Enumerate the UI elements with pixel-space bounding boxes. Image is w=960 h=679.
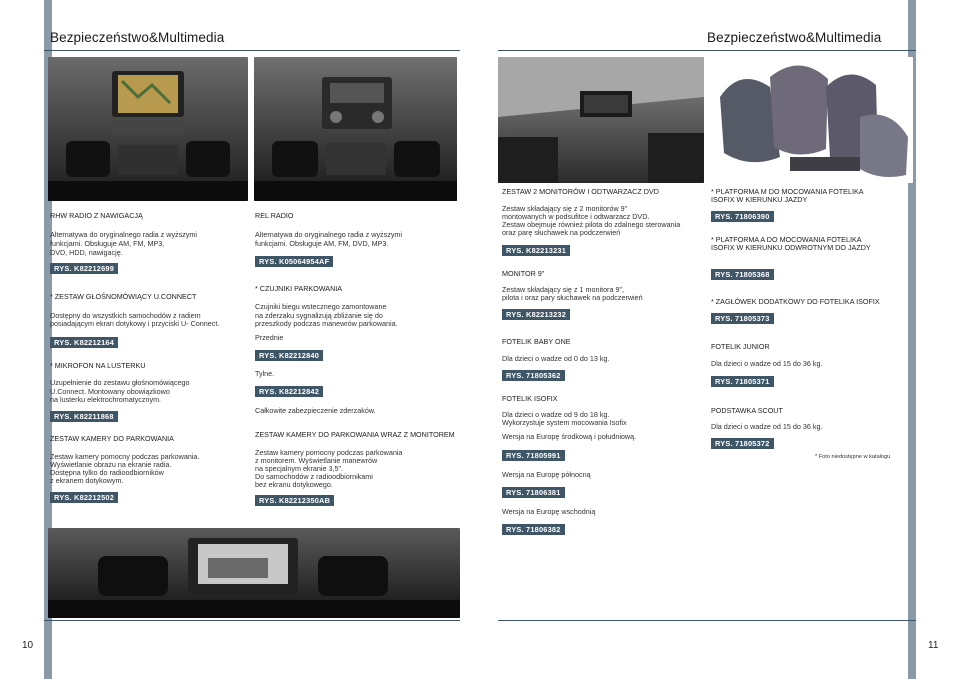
version-south-label: Wersja na Europę środkową i południową. [502, 432, 637, 441]
baby-seat-title: FOTELIK BABY ONE [502, 337, 571, 346]
platform-m-title-line: * PLATFORMA M DO MOCOWANIA FOTELIKA [711, 187, 864, 196]
photo-unavailable-footnote: * Foto niedostępne w katalogu [815, 454, 891, 460]
dvd-kit-desc-line: Zestaw obejmuje również pilota do zdalnego sterowania [502, 220, 681, 229]
version-east-label: Wersja na Europę wschodnią [502, 507, 596, 516]
rel-radio-desc-line: Alternatywa do oryginalnego radia z wyższymi [255, 230, 403, 239]
rhw-radio-photo [48, 57, 248, 201]
version-north-label: Wersja na Europę północną [502, 470, 591, 479]
monitor-title: MONITOR 9" [502, 269, 545, 278]
mirror-mic-desc-line: na lusterku elektrochromatycznym. [50, 395, 162, 404]
scout-booster-code-badge: RYS. 71805372 [711, 438, 774, 449]
rel-radio-code-badge: RYS. K05064954AF [255, 256, 333, 267]
dvd-monitor-photo [498, 57, 704, 183]
junior-seat-title: FOTELIK JUNIOR [711, 342, 770, 351]
version-south-code-badge: RYS. 71805991 [502, 450, 565, 461]
baby-seat-code-badge: RYS. 71805362 [502, 370, 565, 381]
speaker-kit-desc-line: Dostępny do wszystkich samochodów z radiem [50, 311, 201, 320]
isofix-seat-desc-line: Dla dzieci o wadze od 9 do 18 kg. [502, 410, 610, 419]
rhw-radio-code-badge: RYS. K82212699 [50, 263, 118, 274]
parking-camera-title: ZESTAW KAMERY DO PARKOWANIA [50, 434, 174, 443]
left-footer-rule [44, 620, 460, 621]
speaker-kit-code-badge: RYS. K82212164 [50, 337, 118, 348]
rhw-radio-desc-line: DVD, HDD, nawigację. [50, 248, 123, 257]
version-north-code-badge: RYS. 71806381 [502, 487, 565, 498]
parking-camera-code-badge: RYS. K82212502 [50, 492, 118, 503]
parking-camera-desc-line: Zestaw kamery pomocny podczas parkowania. [50, 452, 200, 461]
monitor-desc-line: Zestaw składający się z 1 monitora 9", [502, 285, 624, 294]
platform-a-code-badge: RYS. 71805368 [711, 269, 774, 280]
front-sensors-label: Przednie [255, 333, 284, 342]
rel-radio-desc-line: funkcjami. Obsługuje AM, FM, DVD, MP3. [255, 239, 389, 248]
camera-monitor-desc-line: Do samochodów z radioodbiornikami [255, 472, 373, 481]
junior-seat-desc: Dla dzieci o wadze od 15 do 36 kg. [711, 359, 823, 368]
rear-sensors-code-badge: RYS. K82212842 [255, 386, 323, 397]
parking-sensors-title: * CZUJNIKI PARKOWANIA [255, 284, 343, 293]
front-sensors-code-badge: RYS. K82212840 [255, 350, 323, 361]
right-header-title: Bezpieczeństwo&Multimedia [707, 30, 882, 45]
camera-monitor-desc-line: Zestaw kamery pomocny podczas parkowania [255, 448, 403, 457]
parking-sensors-desc-line: Czujniki biegu wstecznego zamontowane [255, 302, 387, 311]
speaker-kit-title: * ZESTAW GŁOŚNOMÓWIĄCY U.CONNECT [50, 292, 197, 301]
left-header-rule [44, 50, 460, 51]
dvd-kit-code-badge: RYS. K82213231 [502, 245, 570, 256]
rear-sensors-label: Tylne. [255, 369, 275, 378]
full-protection-note: Całkowite zabezpieczenie zderzaków. [255, 406, 376, 415]
platform-m-title-line: ISOFIX W KIERUNKU JAZDY [711, 195, 808, 204]
speaker-kit-desc-line: posiadającym ekran dotykowy i przyciski U- Connect. [50, 319, 220, 328]
rel-radio-title: REL RADIO [255, 211, 294, 220]
parking-sensors-desc-line: na zderzaku sygnalizują zbliżanie się do [255, 311, 383, 320]
isofix-seat-title: FOTELIK ISOFIX [502, 394, 558, 403]
camera-monitor-desc-line: na specjalnym ekranie 3,5". [255, 464, 344, 473]
right-footer-rule [498, 620, 916, 621]
platform-a-title-line: ISOFIX W KIERUNKU ODWROTNYM DO JAZDY [711, 243, 871, 252]
parking-camera-desc-line: Dostępna tylko do radioodbiorników [50, 468, 164, 477]
rhw-radio-desc-line: funkcjami. Obsługuje AM, FM, MP3, [50, 239, 165, 248]
camera-monitor-desc-line: z monitorem. Wyświetlanie manewrów [255, 456, 378, 465]
isofix-seat-desc-line: Wykorzystuje system mocowania Isofix [502, 418, 627, 427]
mirror-mic-desc-line: Uzupełnienie do zestawu głośnomówiącego [50, 378, 190, 387]
monitor-desc-line: pilota i oraz pary słuchawek na podczerwień [502, 293, 643, 302]
mirror-mic-title: * MIKROFON NA LUSTERKU [50, 361, 146, 370]
parking-camera-desc-line: z ekranem dotykowym. [50, 476, 124, 485]
dvd-kit-desc-line: oraz parę słuchawek na podczerwień [502, 228, 621, 237]
mirror-mic-code-badge: RYS. K82211868 [50, 411, 118, 422]
parking-camera-photo [48, 528, 460, 618]
camera-monitor-desc-line: bez ekranu dotykowego. [255, 480, 333, 489]
rhw-radio-title: RHW RADIO Z NAWIGACJĄ [50, 211, 143, 220]
parking-sensors-desc-line: przeszkody podczas manewrów parkowania. [255, 319, 398, 328]
platform-a-title-line: * PLATFORMA A DO MOCOWANIA FOTELIKA [711, 235, 862, 244]
rhw-radio-desc-line: Alternatywa do oryginalnego radia z wyższymi [50, 230, 198, 239]
mirror-mic-desc-line: U.Connect. Montowany obowiązkowo [50, 387, 170, 396]
right-page-number: 11 [928, 640, 939, 651]
scout-booster-title: PODSTAWKA SCOUT [711, 406, 783, 415]
parking-camera-desc-line: Wyświetlanie obrazu na ekranie radia. [50, 460, 172, 469]
dvd-kit-desc-line: montowanych w podsufitce i odtwarzacz DVD. [502, 212, 650, 221]
headrest-code-badge: RYS. 71805373 [711, 313, 774, 324]
camera-monitor-title: ZESTAW KAMERY DO PARKOWANIA WRAZ Z MONITOREM [255, 430, 455, 439]
scout-booster-desc: Dla dzieci o wadze od 15 do 36 kg. [711, 422, 823, 431]
headrest-title: * ZAGŁÓWEK DODATKOWY DO FOTELIKA ISOFIX [711, 297, 880, 306]
left-page-number: 10 [22, 640, 34, 651]
right-header-rule [498, 50, 916, 51]
left-header-title: Bezpieczeństwo&Multimedia [50, 30, 225, 45]
monitor-code-badge: RYS. K82213232 [502, 309, 570, 320]
camera-monitor-code-badge: RYS. K82212350AB [255, 495, 334, 506]
junior-seat-code-badge: RYS. 71805371 [711, 376, 774, 387]
dvd-kit-title: ZESTAW 2 MONITORÓW I ODTWARZACZ DVD [502, 187, 659, 196]
baby-seat-desc: Dla dzieci o wadze od 0 do 13 kg. [502, 354, 610, 363]
child-seats-photo [710, 57, 913, 183]
rel-radio-photo [254, 57, 457, 201]
version-east-code-badge: RYS. 71806382 [502, 524, 565, 535]
dvd-kit-desc-line: Zestaw składający się z 2 monitorów 9" [502, 204, 628, 213]
platform-m-code-badge: RYS. 71806390 [711, 211, 774, 222]
